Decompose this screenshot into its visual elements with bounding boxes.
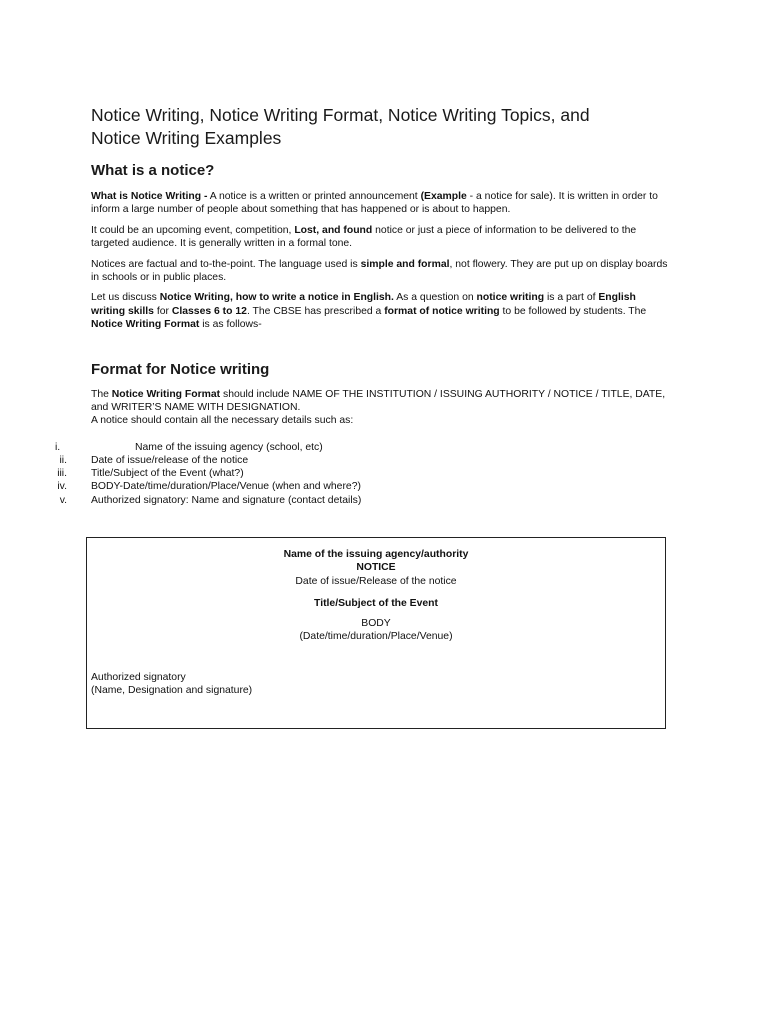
text: . The CBSE has prescribed a: [246, 305, 385, 317]
list-text: Name of the issuing agency (school, etc): [135, 441, 323, 453]
bold-text: English writing skills: [91, 292, 636, 317]
document-title: [91, 104, 671, 150]
box-header: [87, 548, 665, 588]
box-date: Date of issue/Release of the notice: [295, 575, 457, 587]
paragraph-language: [91, 258, 671, 285]
list-item: [57, 480, 671, 493]
box-body-detail: (Date/time/duration/Place/Venue): [299, 631, 453, 643]
bold-text: Notice Writing, how to write a notice in English.: [159, 292, 394, 304]
box-body: [87, 617, 665, 644]
list-item: [59, 494, 671, 507]
text: for: [153, 305, 172, 317]
bold-text: Notice Writing Format: [91, 319, 200, 331]
document-title-line-1: Notice Writing, Notice Writing Format, Notice Writing Topics, and: [91, 105, 590, 125]
paragraph-events: [91, 224, 671, 251]
paragraph-definition: [91, 190, 671, 217]
paragraph-format: [91, 388, 671, 428]
heading-format: Format for Notice writing: [91, 360, 270, 378]
bold-text: simple and formal: [360, 258, 450, 270]
list-text: Date of issue/release of the notice: [91, 455, 249, 467]
paragraph-discussion: [91, 291, 671, 331]
bold-text: Classes 6 to 12: [171, 305, 247, 317]
notice-details-list: [55, 441, 671, 507]
text: notice or just a piece of information to be delivered to the targeted audience. It is generally written in a formal tone.: [91, 224, 637, 250]
bold-text: Lost, and found: [294, 224, 373, 236]
list-item: [55, 441, 671, 454]
list-item: [57, 467, 671, 480]
bold-text: (Example: [420, 191, 467, 202]
list-item: [59, 454, 671, 467]
box-notice-label: NOTICE: [356, 562, 396, 574]
box-signatory-detail: (Name, Designation and signature): [91, 685, 253, 697]
list-number: iii.: [57, 468, 67, 480]
text: As a question on: [393, 292, 477, 304]
text: , not flowery. They are put up on display boards in schools or in public places.: [91, 258, 668, 284]
list-number: v.: [59, 494, 67, 506]
document-page: [55, 104, 671, 507]
text: to be followed by students. The: [499, 305, 647, 317]
text: is a part of: [544, 292, 599, 304]
notice-format-box: [86, 537, 666, 729]
list-number: i.: [55, 441, 61, 453]
text: - a notice for sale). It is written in order to inform a large number of people about something that has happened or is about to happen.: [91, 191, 658, 216]
box-subject-text: Title/Subject of the Event: [314, 598, 438, 609]
bold-text: notice writing: [476, 292, 545, 304]
list-text: Title/Subject of the Event (what?): [91, 468, 244, 480]
text: is as follows-: [199, 319, 262, 331]
text: A notice should contain all the necessary details such as:: [91, 415, 354, 427]
text: Notices are factual and to-the-point. The language used is: [91, 258, 361, 270]
list-number: iv.: [57, 481, 67, 493]
text: It could be an upcoming event, competition,: [91, 224, 295, 236]
list-text: Authorized signatory: Name and signature (contact details): [91, 494, 362, 506]
heading-what-is-notice: What is a notice?: [91, 162, 215, 179]
box-signatory: [91, 671, 252, 698]
text: should include NAME OF THE INSTITUTION / ISSUING AUTHORITY / NOTICE / TITLE, DATE, and WRITER’S NAME WITH DESIGNATION.: [91, 388, 666, 414]
text: The: [91, 388, 112, 400]
box-subject: [87, 597, 665, 610]
bold-text: format of notice writing: [384, 305, 500, 317]
box-signatory-label: Authorized signatory: [91, 672, 186, 683]
bold-text: What is Notice Writing -: [91, 191, 208, 202]
text: A notice is a written or printed announcement: [207, 191, 421, 202]
list-text: BODY-Date/time/duration/Place/Venue (when and where?): [91, 481, 361, 493]
text: Let us discuss: [91, 292, 160, 304]
bold-text: Notice Writing Format: [111, 388, 221, 400]
box-agency: Name of the issuing agency/authority: [283, 549, 469, 560]
document-title-line-2: Notice Writing Examples: [91, 128, 282, 148]
box-body-label: BODY: [361, 618, 391, 629]
list-number: ii.: [59, 455, 67, 467]
